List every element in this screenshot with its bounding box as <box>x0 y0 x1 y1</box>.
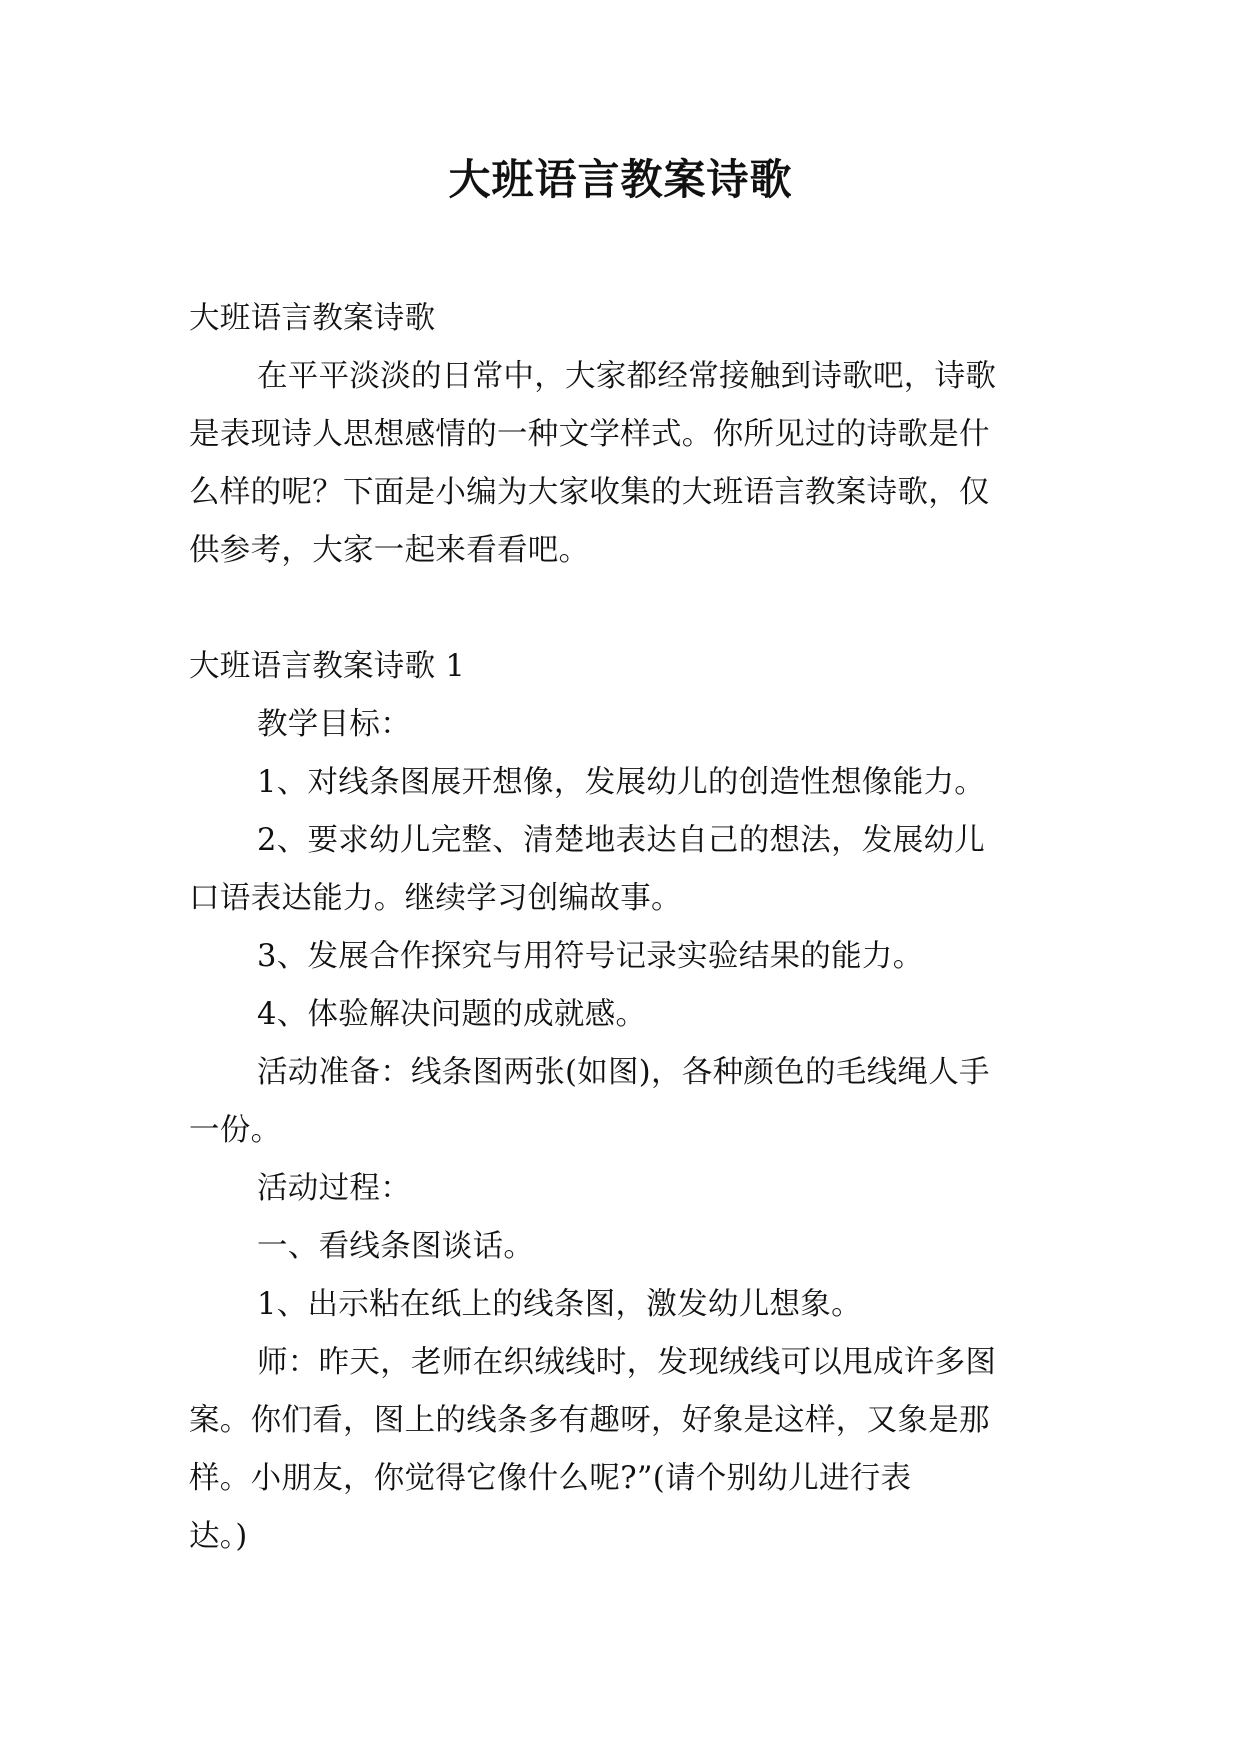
objective-item: 3、发展合作探究与用符号记录实验结果的能力。 <box>257 939 924 974</box>
teacher-dialogue-continued: 案。你们看，图上的线条多有趣呀，好象是这样，又象是那 <box>189 1403 990 1438</box>
teacher-dialogue: 师：昨天，老师在织绒线时，发现绒线可以甩成许多图 <box>257 1345 997 1380</box>
objectives-label: 教学目标： <box>257 707 411 742</box>
teacher-dialogue-continued: 样。小朋友，你觉得它像什么呢?”(请个别幼儿进行表 <box>189 1461 912 1496</box>
objective-item: 1、对线条图展开想像，发展幼儿的创造性想像能力。 <box>257 765 986 800</box>
objective-item: 2、要求幼儿完整、清楚地表达自己的想法，发展幼儿 <box>257 823 986 858</box>
objective-item-continued: 口语表达能力。继续学习创编故事。 <box>189 881 682 916</box>
intro-line: 么样的呢？下面是小编为大家收集的大班语言教案诗歌，仅 <box>189 475 990 510</box>
intro-line: 在平平淡淡的日常中，大家都经常接触到诗歌吧，诗歌 <box>257 359 997 394</box>
process-label: 活动过程： <box>257 1171 411 1206</box>
paragraph-gap <box>189 580 1049 638</box>
section-heading: 大班语言教案诗歌 1 <box>189 649 466 684</box>
objective-item: 4、体验解决问题的成就感。 <box>257 997 647 1032</box>
process-step: 一、看线条图谈话。 <box>257 1229 535 1264</box>
teacher-dialogue-continued: 达。) <box>189 1519 248 1554</box>
document-heading: 大班语言教案诗歌 <box>189 301 436 336</box>
process-substep: 1、出示粘在纸上的线条图，激发幼儿想象。 <box>257 1287 862 1322</box>
intro-line: 供参考，大家一起来看看吧。 <box>189 533 590 568</box>
intro-line: 是表现诗人思想感情的一种文学样式。你所见过的诗歌是什 <box>189 417 990 452</box>
document-title: 大班语言教案诗歌 <box>448 155 793 204</box>
document-body <box>189 290 1049 1566</box>
preparation-text-continued: 一份。 <box>189 1113 282 1148</box>
preparation-text: 活动准备：线条图两张(如图)，各种颜色的毛线绳人手 <box>257 1055 990 1090</box>
